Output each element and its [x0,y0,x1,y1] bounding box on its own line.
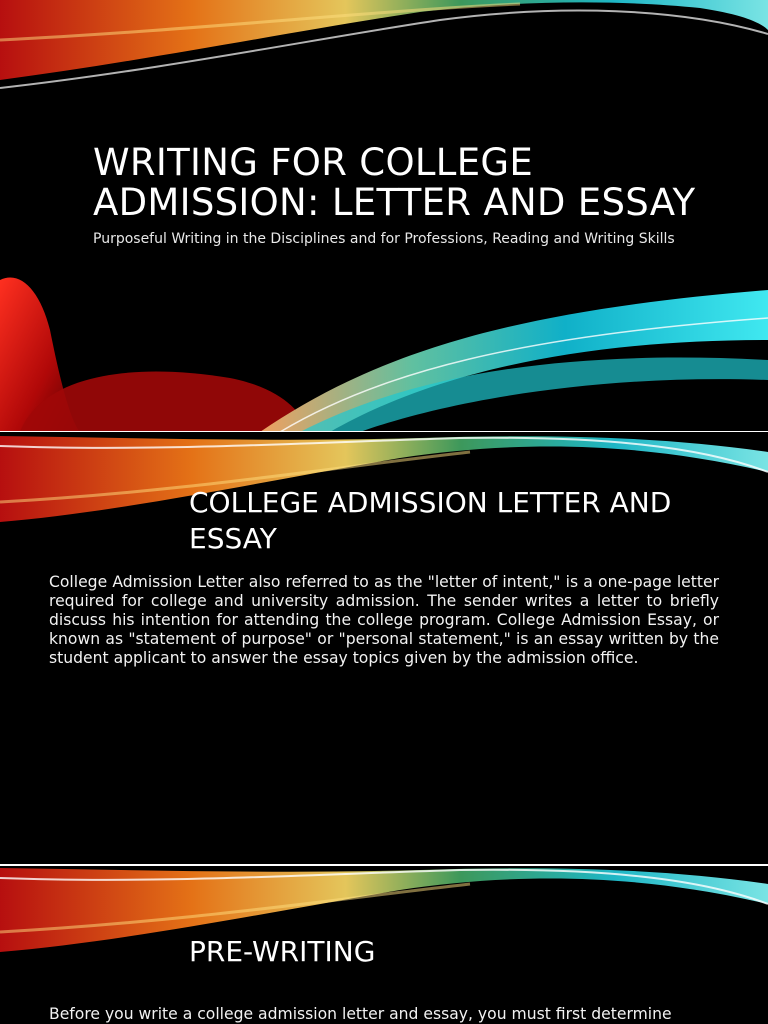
slide-title [0,0,768,432]
slide-pre-writing [0,866,768,1024]
slide-title-heading: WRITING FOR COLLEGE ADMISSION: LETTER AND ESSAY [93,141,696,224]
slide-body-text: College Admission Letter also referred to as the "letter of intent," is a one-page letter required for college and university admission. The sender writes a letter to briefly discuss his intention for attending the college program. College Admission Essay, or known as "statement of purpose" or "personal statement," is an essay written by the student applicant to answer the essay topics given by the admission office. [49,573,719,667]
slide-admission-letter [0,432,768,864]
slide-body-text: Before you write a college admission letter and essay, you must first determine [49,1005,672,1023]
slide-subtitle: Purposeful Writing in the Disciplines and for Professions, Reading and Writing Skills [93,231,675,247]
slide-heading: COLLEGE ADMISSION LETTER AND ESSAY [189,486,672,555]
slide-heading: PRE-WRITING [189,935,376,968]
swoosh-decoration [0,866,768,1024]
